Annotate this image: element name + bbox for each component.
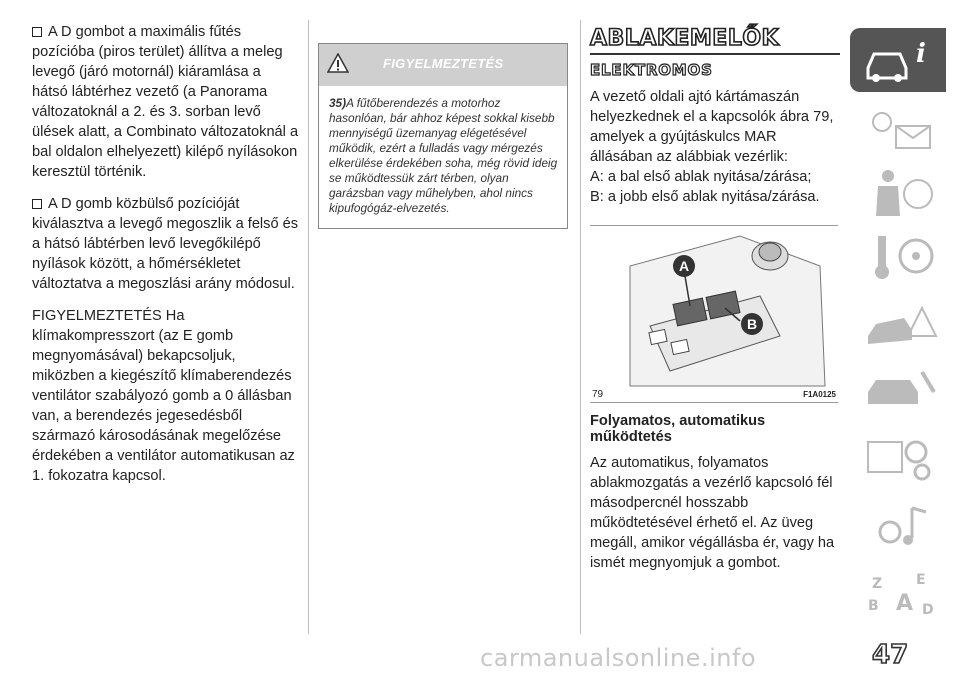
warning-text: A fűtőberendezés a motorhoz hasonlóan, bár ahhoz képest sokkal kisebb mennyiségű üzemanyag elégetésével működik, ezért a fulladás vagy mérgezés elkerülése érdekében soha, még rövid ideig se működtessük zárt térben, olyan garázsban vagy műhelyben, ahol nincs kipufogógáz-elvezetés. [329,96,558,215]
paragraph-warning-note: FIGYELMEZTETÉS Ha klímakompresszort (az E gomb megnyomásával) bekapcsoljuk, miközben a kiegészítő klímaberendezés ventilátor szabályozó gomb a 0 állásban van, a berendezés jegesedésből származó károsodásának megelőzése érdekében a ventilátor automatikusan az 1. fokozatra kapcsol. [32,308,295,484]
maintenance-icon[interactable] [860,362,940,418]
paragraph-heating-max: A D gombot a maximális fűtés pozícióba (piros terület) állítva a meleg levegő (járó motornál) kiáramlása a hátsó lábtérhez vezető (a Panorama változatoknál a 2. és 3. sorban levő ülések alatt, a Combinato változatoknál a bal oldalon elhelyezett) kilépő nyílásokon keresztül történik. [32,24,299,180]
subsection-heading: Folyamatos, automatikus működtetés [590,413,766,445]
right-column [590,26,840,573]
warning-header [319,44,567,86]
car-info-icon[interactable] [860,32,940,88]
page-number: 47 [872,640,909,670]
window-switch-illustration [590,226,838,388]
section-title: ABLAKEMELŐK [590,26,780,51]
column-divider [308,20,309,634]
chapter-sidebar [850,28,946,638]
intro-item-a: A: a bal első ablak nyitása/zárása; [590,169,812,185]
auto-operation-text: Az automatikus, folyamatos ablakmozgatás a vezérlő kapcsoló fél másodpercnél hosszabb működtetésével érhető el. Az üveg megáll, amikor végállásba ér, vagy ha ismét megnyomjuk a gombot. [590,455,835,571]
warning-body [319,86,567,228]
warning-box [318,43,568,229]
watermark: carmanualsonline.info [480,644,757,672]
svg-text:E: E [916,572,926,588]
section-subtitle: ELEKTROMOS [590,61,713,79]
checkbox-bullet-icon [32,27,42,37]
figure-number: 79 [592,389,604,400]
index-icon[interactable] [860,566,940,622]
multimedia-icon[interactable] [860,498,940,554]
figure-label-b: B [747,316,758,332]
paragraph-heating-mid: A D gomb közbülső pozícióját kiválasztva a levegő megoszlik a felső és a hátsó lábtérben levő levegőkilépő nyílások között, a hőmérsékletet változtatva a megoszlási arány módosul. [32,196,299,292]
seat-belt-airbag-icon[interactable] [860,166,940,222]
svg-text:Z: Z [872,576,883,592]
figure-caption [590,388,838,403]
warning-lights-icon[interactable] [860,100,940,156]
warning-number: 35) [329,96,347,110]
accident-icon[interactable] [860,296,940,352]
figure-code: F1A0125 [803,390,836,399]
warning-title: FIGYELMEZTETÉS [383,56,504,71]
svg-text:D: D [922,602,934,618]
checkbox-bullet-icon [32,199,42,209]
middle-column [318,43,568,229]
intro-item-b: B: a jobb első ablak nyitása/zárása. [590,189,820,205]
intro-text: A vezető oldali ajtó kártámaszán helyezkednek el a kapcsolók ábra 79, amelyek a gyújtáskulcs MAR állásában az alábbiak vezérlik: [590,89,834,165]
svg-text:A: A [896,591,914,616]
figure-window-switches [590,225,838,388]
svg-text:B: B [868,598,879,614]
svg-text:i: i [916,39,926,69]
title-rule [590,53,840,55]
column-divider [580,20,581,634]
figure-label-a: A [679,258,690,274]
warning-triangle-icon [327,53,349,73]
gears-icon[interactable] [860,430,940,486]
left-column [32,22,300,486]
key-steering-icon[interactable] [860,228,940,284]
